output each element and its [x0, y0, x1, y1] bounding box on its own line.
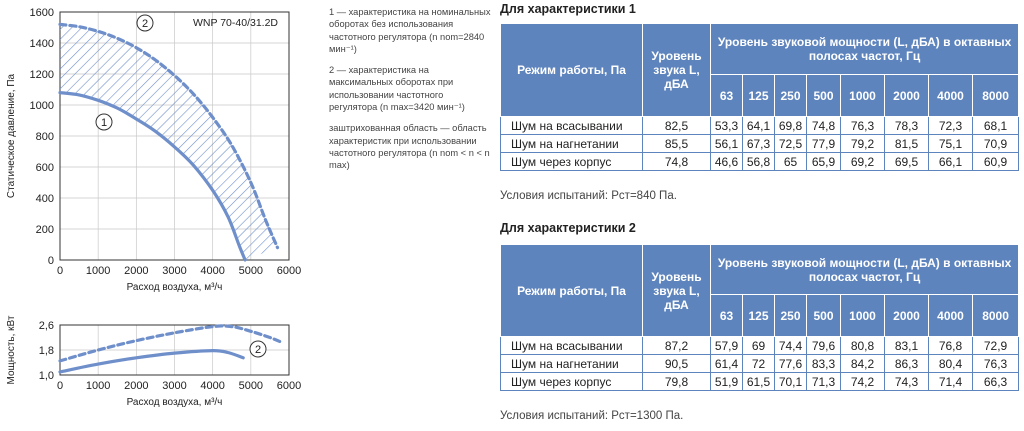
- table-row: [501, 373, 1019, 391]
- y-tick-label: 800: [35, 131, 54, 143]
- table1-title: Для характеристики 1: [500, 2, 636, 16]
- value-cell: 74,2: [841, 373, 885, 391]
- level-cell: 90,5: [643, 355, 711, 373]
- value-cell: 72,9: [973, 337, 1019, 355]
- freq-125: 125: [743, 75, 775, 117]
- freq-4000: 4000: [929, 295, 973, 337]
- value-cell: 79,6: [807, 337, 841, 355]
- legend-notes: [329, 6, 494, 181]
- value-cell: 76,3: [973, 355, 1019, 373]
- freq-63: 63: [711, 295, 743, 337]
- pressure-chart: [6, 7, 301, 293]
- value-cell: 76,8: [929, 337, 973, 355]
- freq-4000: 4000: [929, 75, 973, 117]
- x-tick-label: 0: [56, 265, 64, 277]
- value-cell: 65,9: [807, 153, 841, 171]
- y-tick-label: 200: [35, 224, 54, 236]
- value-cell: 66,1: [929, 153, 973, 171]
- y-tick-label: 0: [47, 255, 54, 267]
- value-cell: 53,3: [711, 117, 743, 135]
- value-cell: 61,5: [743, 373, 775, 391]
- freq-63: 63: [711, 75, 743, 117]
- freq-1000: 1000: [841, 75, 885, 117]
- table1-conditions: Условия испытаний: Рст=840 Па.: [500, 190, 677, 202]
- freq-2000: 2000: [885, 295, 929, 337]
- value-cell: 71,4: [929, 373, 973, 391]
- freq-8000: 8000: [973, 75, 1019, 117]
- value-cell: 60,9: [973, 153, 1019, 171]
- value-cell: 83,3: [807, 355, 841, 373]
- x-tick-label: 3000: [162, 380, 187, 392]
- value-cell: 83,1: [885, 337, 929, 355]
- x-tick-label: 4000: [200, 380, 225, 392]
- power-chart: [6, 315, 301, 408]
- x-tick-label: 4000: [200, 265, 225, 277]
- freq-500: 500: [807, 75, 841, 117]
- value-cell: 74,4: [775, 337, 807, 355]
- value-cell: 80,8: [841, 337, 885, 355]
- value-cell: 51,9: [711, 373, 743, 391]
- x-tick-label: 3000: [162, 265, 187, 277]
- x-tick-label: 5000: [238, 265, 264, 277]
- table-row: [501, 153, 1019, 171]
- x-axis-label: Расход воздуха, м³/ч: [126, 282, 223, 293]
- freq-250: 250: [775, 75, 807, 117]
- value-cell: 77,9: [807, 135, 841, 153]
- table2-conditions: Условия испытаний: Рст=1300 Па.: [500, 410, 684, 422]
- x-axis-label: Расход воздуха, м³/ч: [126, 397, 223, 408]
- x-tick-label: 1000: [85, 380, 111, 392]
- value-cell: 75,1: [929, 135, 973, 153]
- model-label: WNP 70-40/31.2D: [192, 17, 278, 29]
- value-cell: 66,3: [973, 373, 1019, 391]
- value-cell: 72: [743, 355, 775, 373]
- table-row: [501, 135, 1019, 153]
- noise-table-1: [500, 23, 1019, 171]
- freq-250: 250: [775, 295, 807, 337]
- mode-cell: Шум на нагнетании: [501, 355, 643, 373]
- y-tick-label: 600: [35, 162, 54, 174]
- value-cell: 57,9: [711, 337, 743, 355]
- table2-title: Для характеристики 2: [500, 221, 636, 235]
- series-line-2: [60, 326, 281, 361]
- note-1: 1 — характеристика на номинальных оборотах без использования частотного регулятора (n nom=2840 мин⁻¹): [329, 7, 491, 54]
- mode-cell: Шум через корпус: [501, 373, 643, 391]
- value-cell: 65: [775, 153, 807, 171]
- level-cell: 82,5: [643, 117, 711, 135]
- curve-marker-label: 2: [141, 18, 149, 30]
- series-line-1: [60, 351, 243, 372]
- freq-1000: 1000: [841, 295, 885, 337]
- y-tick-label: 1200: [29, 69, 54, 81]
- x-tick-label: 2000: [124, 265, 149, 277]
- value-cell: 69,8: [775, 117, 807, 135]
- note-2: 2 — характеристика на максимальных оборотах при использовании частотного регулятора (n max=3420 мин⁻¹): [329, 65, 465, 113]
- x-tick-label: 6000: [276, 380, 302, 392]
- header-level: Уровень звука L, дБА: [643, 24, 711, 117]
- freq-125: 125: [743, 295, 775, 337]
- freq-2000: 2000: [885, 75, 929, 117]
- value-cell: 46,6: [711, 153, 743, 171]
- mode-cell: Шум через корпус: [501, 153, 643, 171]
- value-cell: 78,3: [885, 117, 929, 135]
- value-cell: 76,3: [841, 117, 885, 135]
- value-cell: 72,5: [775, 135, 807, 153]
- curve-marker-label: 2: [254, 344, 262, 356]
- mode-cell: Шум на всасывании: [501, 337, 643, 355]
- value-cell: 71,3: [807, 373, 841, 391]
- y-tick-label: 400: [35, 193, 54, 205]
- table-row: [501, 355, 1019, 373]
- x-tick-label: 1000: [85, 265, 111, 277]
- value-cell: 84,2: [841, 355, 885, 373]
- y-tick-label: 1000: [29, 100, 54, 112]
- mode-cell: Шум на всасывании: [501, 117, 643, 135]
- y-tick-label: 1400: [29, 38, 54, 50]
- header-level: Уровень звука L, дБА: [643, 245, 711, 337]
- value-cell: 56,8: [743, 153, 775, 171]
- value-cell: 79,2: [841, 135, 885, 153]
- value-cell: 69,5: [885, 153, 929, 171]
- curve-marker-label: 1: [100, 117, 108, 129]
- x-tick-label: 2000: [124, 380, 149, 392]
- value-cell: 67,3: [743, 135, 775, 153]
- y-axis-label: Мощность, кВт: [6, 315, 17, 385]
- level-cell: 79,8: [643, 373, 711, 391]
- note-3: заштрихованная область — область характеристик при использовании частотного регулятора (n nom < n < n max): [329, 123, 490, 171]
- value-cell: 80,4: [929, 355, 973, 373]
- value-cell: 74,3: [885, 373, 929, 391]
- y-tick-label: 1,0: [38, 370, 54, 382]
- header-mode: Режим работы, Па: [501, 245, 643, 337]
- x-tick-label: 0: [56, 380, 64, 392]
- performance-charts: [0, 0, 325, 431]
- y-axis-label: Статическое давление, Па: [6, 73, 17, 199]
- value-cell: 81,5: [885, 135, 929, 153]
- value-cell: 72,3: [929, 117, 973, 135]
- mode-cell: Шум на нагнетании: [501, 135, 643, 153]
- value-cell: 86,3: [885, 355, 929, 373]
- y-tick-label: 1,8: [38, 345, 54, 357]
- value-cell: 68,1: [973, 117, 1019, 135]
- y-tick-label: 2,6: [38, 320, 54, 332]
- value-cell: 70,1: [775, 373, 807, 391]
- noise-table-2: [500, 244, 1019, 391]
- x-tick-label: 6000: [276, 265, 302, 277]
- table-row: [501, 337, 1019, 355]
- value-cell: 69: [743, 337, 775, 355]
- table-row: [501, 117, 1019, 135]
- y-tick-label: 1600: [29, 7, 54, 19]
- x-tick-label: 5000: [238, 380, 264, 392]
- freq-8000: 8000: [973, 295, 1019, 337]
- value-cell: 74,8: [807, 117, 841, 135]
- level-cell: 74,8: [643, 153, 711, 171]
- header-power: Уровень звуковой мощности (L, дБА) в октавных полосах частот, Гц: [711, 245, 1019, 295]
- freq-500: 500: [807, 295, 841, 337]
- value-cell: 77,6: [775, 355, 807, 373]
- value-cell: 61,4: [711, 355, 743, 373]
- value-cell: 56,1: [711, 135, 743, 153]
- value-cell: 69,2: [841, 153, 885, 171]
- level-cell: 85,5: [643, 135, 711, 153]
- value-cell: 70,9: [973, 135, 1019, 153]
- value-cell: 64,1: [743, 117, 775, 135]
- level-cell: 87,2: [643, 337, 711, 355]
- header-power: Уровень звуковой мощности (L, дБА) в октавных полосах частот, Гц: [711, 24, 1019, 75]
- header-mode: Режим работы, Па: [501, 24, 643, 117]
